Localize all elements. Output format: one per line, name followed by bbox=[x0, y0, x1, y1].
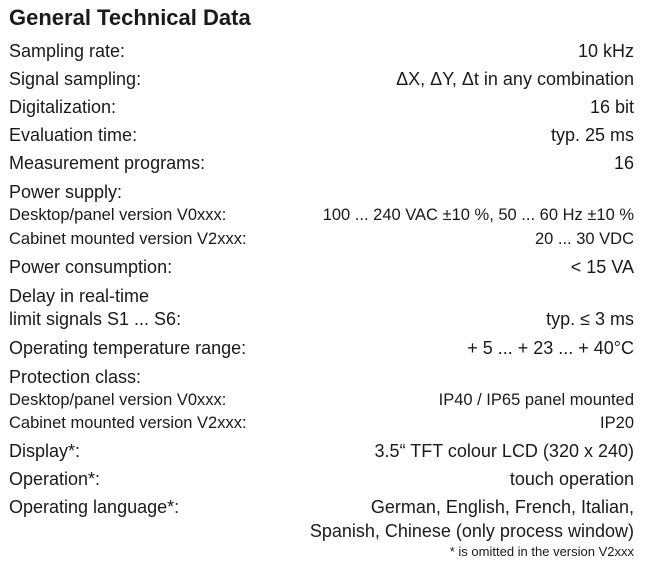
operating-temperature-label: Operating temperature range: bbox=[9, 338, 247, 358]
delay-label-line1: Delay in real-time bbox=[9, 286, 150, 306]
signal-sampling-value: ΔX, ΔY, Δt in any combination bbox=[396, 69, 634, 89]
row-power-supply bbox=[9, 181, 634, 203]
protection-cabinet-label: Cabinet mounted version V2xxx: bbox=[9, 414, 247, 432]
row-evaluation-time bbox=[9, 124, 634, 146]
row-protection-class bbox=[9, 366, 634, 388]
page-title: General Technical Data bbox=[9, 5, 251, 30]
row-operating-language bbox=[9, 496, 634, 518]
row-protection-cabinet bbox=[9, 413, 634, 433]
row-power-supply-cabinet bbox=[9, 229, 634, 249]
operating-language-value-line1: German, English, French, Italian, bbox=[370, 497, 634, 517]
power-consumption-label: Power consumption: bbox=[9, 257, 173, 277]
row-delay-line2 bbox=[9, 308, 634, 330]
operating-temperature-value: + 5 ... + 23 ... + 40°C bbox=[467, 338, 634, 358]
operating-language-value-line2: Spanish, Chinese (only process window) bbox=[309, 521, 634, 541]
signal-sampling-label: Signal sampling: bbox=[9, 69, 142, 89]
row-power-consumption bbox=[9, 256, 634, 278]
footnote: * is omitted in the version V2xxx bbox=[449, 544, 634, 559]
power-supply-label: Power supply: bbox=[9, 182, 123, 202]
row-operating-temperature bbox=[9, 337, 634, 359]
delay-value: typ. ≤ 3 ms bbox=[546, 309, 634, 329]
digitalization-value: 16 bit bbox=[589, 97, 634, 117]
digitalization-label: Digitalization: bbox=[9, 97, 117, 117]
operation-value: touch operation bbox=[509, 469, 634, 489]
operating-language-label: Operating language*: bbox=[9, 497, 180, 517]
power-consumption-value: < 15 VA bbox=[570, 257, 634, 277]
row-delay-line1 bbox=[9, 285, 634, 307]
row-operating-language-line2 bbox=[9, 520, 634, 542]
power-supply-cabinet-label: Cabinet mounted version V2xxx: bbox=[9, 230, 247, 248]
row-measurement-programs bbox=[9, 152, 634, 174]
evaluation-time-label: Evaluation time: bbox=[9, 125, 138, 145]
sampling-rate-value: 10 kHz bbox=[577, 41, 634, 61]
power-supply-cabinet-value: 20 ... 30 VDC bbox=[534, 230, 634, 248]
row-display bbox=[9, 440, 634, 462]
row-operation bbox=[9, 468, 634, 490]
display-label: Display*: bbox=[9, 441, 81, 461]
measurement-programs-label: Measurement programs: bbox=[9, 153, 206, 173]
row-signal-sampling bbox=[9, 68, 634, 90]
protection-cabinet-value: IP20 bbox=[600, 414, 634, 432]
protection-desktop-value: IP40 / IP65 panel mounted bbox=[438, 391, 634, 409]
power-supply-desktop-value: 100 ... 240 VAC ±10 %, 50 ... 60 Hz ±10 % bbox=[322, 206, 634, 224]
evaluation-time-value: typ. 25 ms bbox=[550, 125, 634, 145]
measurement-programs-value: 16 bbox=[613, 153, 634, 173]
protection-desktop-label: Desktop/panel version V0xxx: bbox=[9, 391, 227, 409]
row-power-supply-desktop bbox=[9, 205, 634, 225]
display-value: 3.5“ TFT colour LCD (320 x 240) bbox=[374, 441, 634, 461]
sampling-rate-label: Sampling rate: bbox=[9, 41, 126, 61]
operation-label: Operation*: bbox=[9, 469, 101, 489]
delay-label-line2: limit signals S1 ... S6: bbox=[9, 309, 182, 329]
row-protection-desktop bbox=[9, 390, 634, 410]
power-supply-desktop-label: Desktop/panel version V0xxx: bbox=[9, 206, 227, 224]
row-digitalization bbox=[9, 96, 634, 118]
row-sampling-rate bbox=[9, 40, 634, 62]
protection-class-label: Protection class: bbox=[9, 367, 142, 387]
